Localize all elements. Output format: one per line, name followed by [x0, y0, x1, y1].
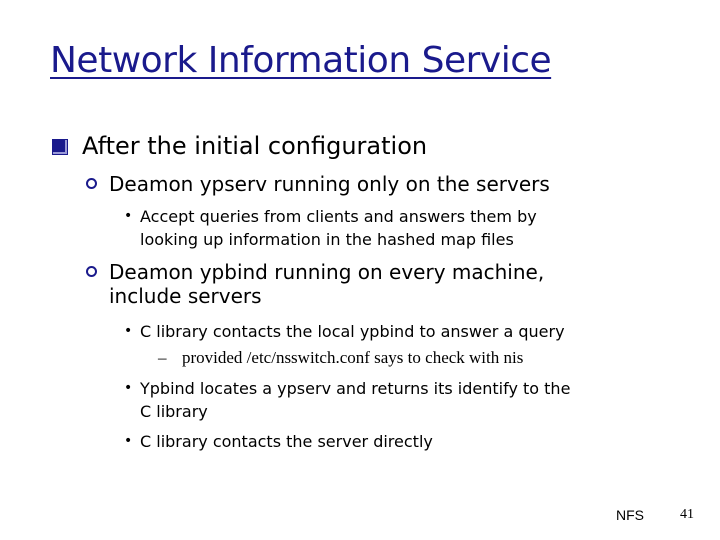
dot-bullet: •: [124, 323, 133, 339]
detail-point: [124, 430, 433, 453]
bullet-text: After the initial configuration: [82, 132, 428, 160]
sub-bullet: [86, 172, 550, 196]
page-number: 41: [680, 507, 694, 522]
note-text: provided /etc/nsswitch.conf says to check with nis: [182, 348, 524, 367]
detail-text-line: Accept queries from clients and answers them by: [140, 207, 537, 226]
detail-point: [124, 320, 565, 343]
detail-point: [124, 377, 570, 423]
detail-text: C library contacts the server directly: [140, 432, 433, 451]
dot-bullet: •: [124, 380, 133, 396]
footer-label: NFS: [616, 507, 644, 523]
circle-bullet-icon: [86, 266, 97, 277]
detail-point: [124, 205, 537, 251]
bullet-level-1: [52, 132, 427, 160]
sub-bullet-text-line: include servers: [109, 284, 262, 308]
detail-text-line: looking up information in the hashed map files: [140, 230, 514, 249]
sub-bullet-text: Deamon ypserv running only on the servers: [109, 172, 550, 196]
detail-text-line: Ypbind locates a ypserv and returns its identify to the: [140, 379, 571, 398]
sub-bullet: [86, 260, 544, 308]
dash-bullet: –: [158, 348, 167, 367]
note-point: [158, 348, 523, 368]
square-bullet-icon: [52, 139, 68, 155]
detail-text-line: C library: [140, 402, 208, 421]
slide-title: Network Information Service: [50, 40, 552, 81]
dot-bullet: •: [124, 433, 133, 449]
circle-bullet-icon: [86, 178, 97, 189]
sub-bullet-text-line: Deamon ypbind running on every machine,: [109, 260, 545, 284]
detail-text: C library contacts the local ypbind to answer a query: [140, 322, 565, 341]
dot-bullet: •: [124, 208, 133, 224]
